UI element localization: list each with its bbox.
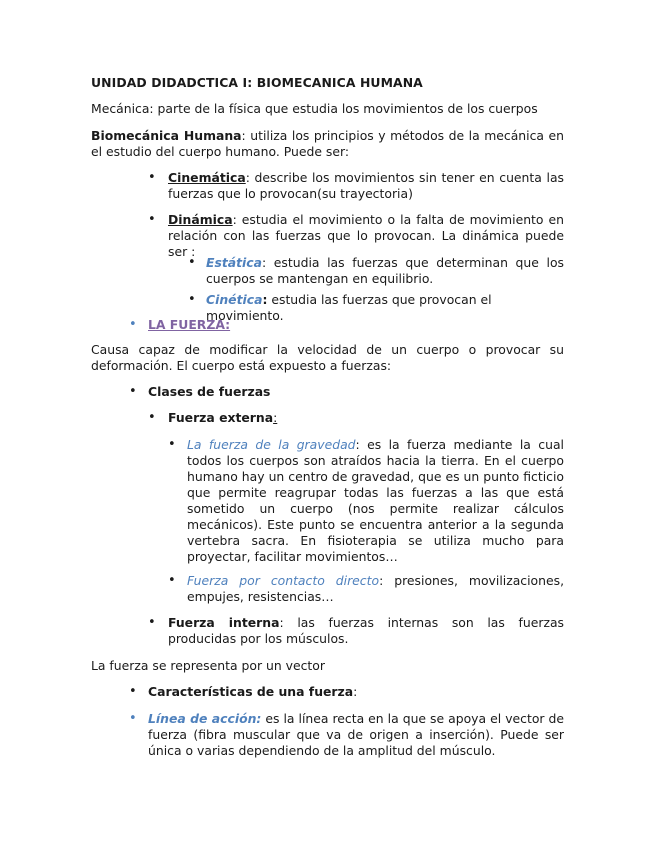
dinamica-text: : estudia el movimiento o la falta de movimiento en relación con las fuerzas que lo provocan. La dinámica puede ser : [168,212,564,259]
bullet-icon: • [129,711,137,726]
gravedad-item [187,437,564,565]
dinamica-term: Dinámica [168,212,233,227]
interna-term: Fuerza interna [168,615,280,630]
fuerza-definition: Causa capaz de modificar la velocidad de un cuerpo o provocar su deformación. El cuerpo está expuesto a fuerzas: [91,342,564,373]
estatica-term: Estática [206,255,262,270]
bullet-icon: • [168,437,176,452]
linea-term: Línea de acción: [148,711,262,726]
gravedad-term: La fuerza de la gravedad [187,437,356,452]
document-title: UNIDAD DIDADCTICA I: BIOMECANICA HUMANA [91,75,423,90]
bullet-icon: • [168,573,176,588]
cinematica-item [168,170,564,202]
bullet-icon: • [129,684,137,699]
bullet-icon: • [148,410,156,425]
mecanica-definition: Mecánica: parte de la física que estudia los movimientos de los cuerpos [91,101,538,116]
estatica-text: : estudia las fuerzas que determinan que los cuerpos se mantengan en equilibrio. [206,255,564,286]
bullet-icon: • [129,317,137,332]
cinematica-text: : describe los movimientos sin tener en cuenta las fuerzas que lo provocan(su trayectoria) [168,170,564,201]
caracteristicas-heading [148,684,564,700]
bullet-icon: • [188,255,196,270]
externa-colon: : [273,410,278,425]
contacto-term: Fuerza por contacto directo [187,573,380,588]
caracteristicas-colon: : [353,684,358,699]
vector-paragraph: La fuerza se representa por un vector [91,658,325,673]
cinetica-colon: : [262,292,268,307]
externa-heading [168,410,564,426]
biomecanica-paragraph [91,128,564,160]
la-fuerza-heading [148,317,564,333]
bullet-icon: • [188,292,196,307]
bullet-icon: • [129,384,137,399]
cinematica-term: Cinemática [168,170,246,185]
biomecanica-text: : utiliza los principios y métodos de la mecánica en el estudio del cuerpo humano. Puede ser: [91,128,564,159]
bullet-icon: • [148,212,156,227]
clases-heading: Clases de fuerzas [148,384,271,399]
cinetica-text: estudia las fuerzas que provocan el movimiento. [206,292,492,323]
externa-term: Fuerza externa [168,410,274,425]
caracteristicas-term: Características de una fuerza [148,684,354,699]
cinetica-term: Cinética [206,292,263,307]
gravedad-text: : es la fuerza mediante la cual todos los cuerpos son atraídos hacia la tierra. En el cuerpo humano hay un centro de gravedad, que es un punto ficticio que permite reagrupar todas las fuerzas a las que está sometido un cuerpo (nos permite realizar cálculos mecánicos). Este punto se encuentra anterior a la segunda vertebra sacra. En fisioterapia se utiliza mucho para proyectar, facilitar movimientos… [187,437,564,564]
interna-item [168,615,564,647]
bullet-icon: • [148,170,156,185]
dinamica-item [168,212,564,260]
contacto-item [187,573,564,605]
linea-text: es la línea recta en la que se apoya el vector de fuerza (fibra muscular que va de origen a inserción). Puede ser única o varias dependiendo de la amplitud del músculo. [148,711,564,758]
bullet-icon: • [148,615,156,630]
estatica-item [206,255,564,287]
contacto-text: : presiones, movilizaciones, empujes, resistencias… [187,573,565,604]
biomecanica-term: Biomecánica Humana [91,128,242,143]
la-fuerza-label: LA FUERZA: [148,317,231,332]
linea-item [148,711,564,759]
interna-text: : las fuerzas internas son las fuerzas producidas por los músculos. [168,615,564,646]
